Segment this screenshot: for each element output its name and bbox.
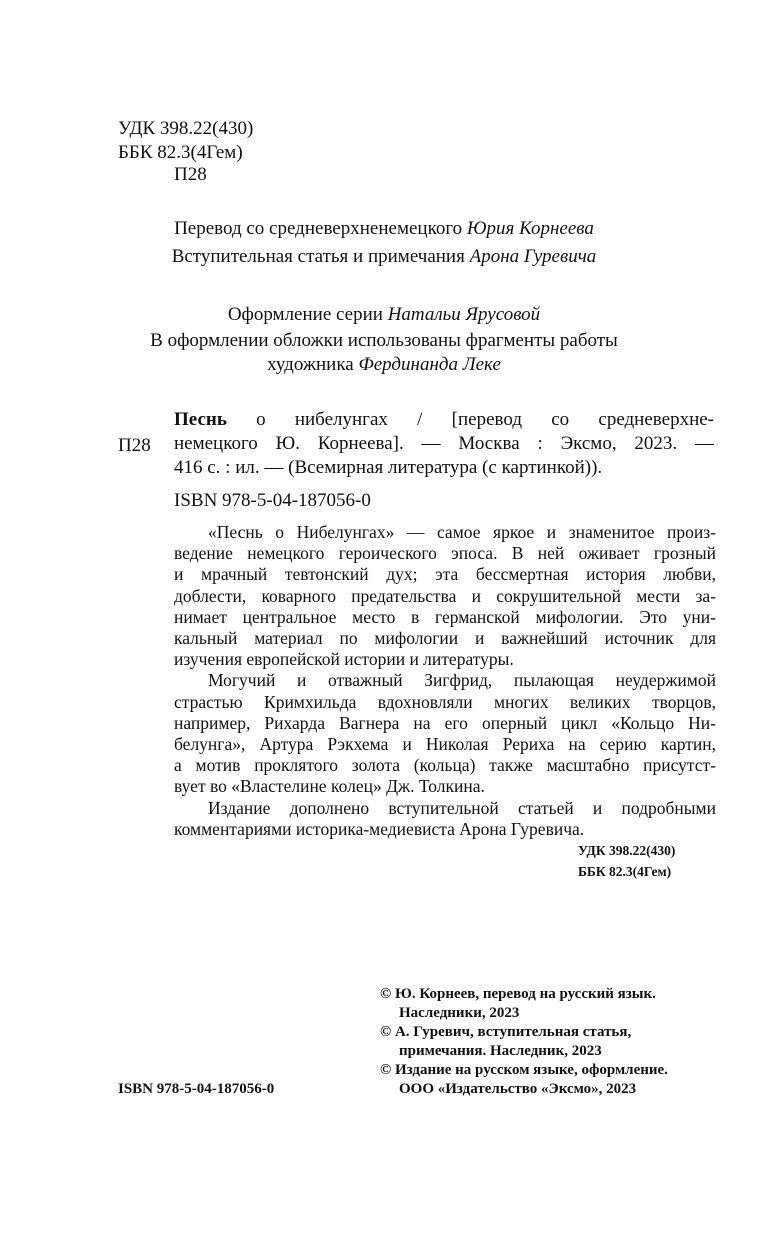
bibliography-mark: П28: [118, 435, 151, 456]
copyright-introduction: © А. Гуревич, вступительная статья, примечания. Наследник, 2023: [380, 1024, 632, 1059]
translator-name: Юрия Корнеева: [466, 218, 594, 239]
series-designer: Натальи Ярусовой: [387, 304, 541, 325]
udk-code-small: УДК 398.22(430): [578, 843, 676, 858]
annotation-line: страстью Кримхильда вдохновляли многих великих творцов,: [174, 691, 716, 712]
author-mark: П28: [174, 164, 207, 185]
annotation-line: Могучий и отважный Зигфрид, пылающая неудержимой: [208, 670, 716, 691]
series-prefix: Оформление серии: [227, 304, 388, 325]
footer-isbn: ISBN 978-5-04-187056-0: [118, 1081, 275, 1097]
bbk-code: ББК 82.3(4Гем): [118, 142, 243, 163]
bibliography-line: 416 с. : ил. — (Всемирная литература (с картинкой)).: [174, 457, 603, 478]
cover-credit-line2: [0, 352, 768, 377]
annotation-line: изучения европейской истории и литературы.: [174, 649, 514, 670]
copyright-edition: © Издание на русском языке, оформление. ООО «Издательство «Эксмо», 2023: [380, 1062, 668, 1097]
bbk-code-small: ББК 82.3(4Гем): [578, 864, 672, 879]
annotation-line: комментариями историка-медиевиста Арона Гуревича.: [174, 818, 585, 839]
intro-author: Арона Гуревича: [469, 246, 597, 267]
cover-credit-line1: В оформлении обложки использованы фрагменты работы: [150, 330, 618, 351]
translation-prefix: Перевод со средневерхненемецкого: [174, 218, 467, 239]
bibliography-line: Песнь о нибелунгах / [перевод со средневерхне-: [174, 409, 714, 430]
annotation-line: Издание дополнено вступительной статьей и подробными: [208, 797, 716, 818]
copyright-translation: © Ю. Корнеев, перевод на русский язык. Наследники, 2023: [380, 986, 656, 1021]
annotation-line: кальный материал по мифологии и важнейший источник для: [174, 628, 716, 649]
udk-code: УДК 398.22(430): [118, 118, 254, 139]
intro-prefix: Вступительная статья и примечания: [171, 246, 470, 267]
book-title: Песнь: [174, 409, 227, 430]
annotation: [174, 522, 716, 840]
bibliography-record: [174, 408, 714, 480]
annotation-line: доблести, коварного предательства и сокрушительной мести за-: [174, 585, 716, 606]
cover-artist: Фердинанда Леке: [358, 354, 501, 375]
annotation-line: «Песнь о Нибелунгах» — самое яркое и знаменитое произ-: [208, 522, 716, 542]
translation-credit: [0, 216, 768, 241]
annotation-line: нимает центральное место в германской мифологии. Это уни-: [174, 606, 716, 627]
series-credit: [0, 302, 768, 327]
annotation-line: вует во «Властелине колец» Дж. Толкина.: [174, 776, 485, 797]
intro-credit: [0, 244, 768, 269]
cover-prefix: художника: [267, 354, 359, 375]
annotation-line: например, Рихарда Вагнера на его оперный цикл «Кольцо Ни-: [174, 712, 716, 733]
annotation-line: и мрачный тевтонский дух; эта бессмертная история любви,: [174, 564, 716, 585]
annotation-line: а мотив проклятого золота (кольца) также масштабно присутст-: [174, 755, 716, 776]
bibliography-line: немецкого Ю. Корнеева]. — Москва : Эксмо, 2023. —: [174, 433, 714, 454]
annotation-line: ведение немецкого героического эпоса. В ней оживает грозный: [174, 543, 716, 564]
annotation-line: белунга», Артура Рэкхема и Николая Рериха на серию картин,: [174, 734, 716, 755]
isbn-record: ISBN 978-5-04-187056-0: [174, 490, 371, 511]
